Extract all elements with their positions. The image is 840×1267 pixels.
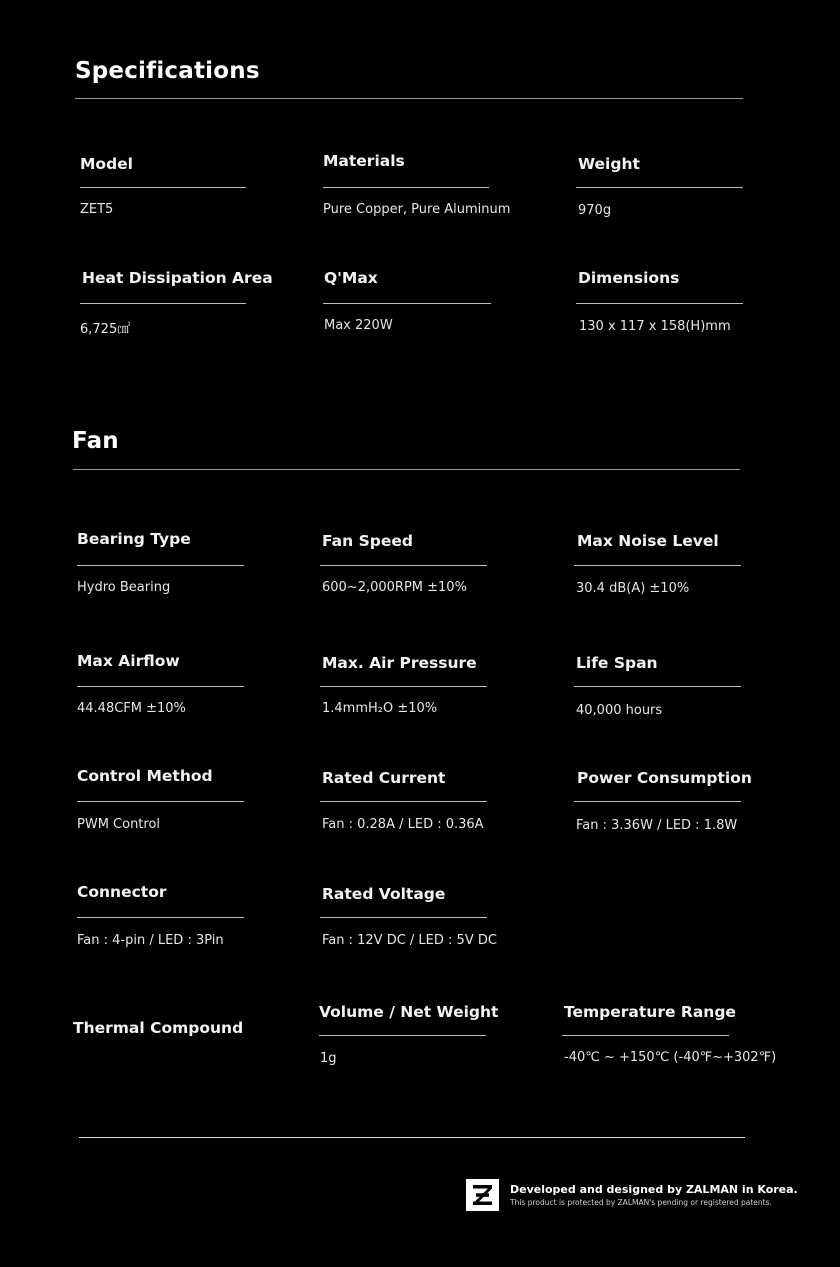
spec-underline-qmax [323,303,491,304]
spec-value-materials: Pure Copper, Pure Aluminum [323,202,511,217]
fan-label-noise: Max Noise Level [577,532,719,550]
fan-label-power: Power Consumption [577,769,752,787]
fan-underline-connector [77,917,244,918]
fan-underline-speed [320,565,487,566]
fan-value-pressure: 1.4mmH₂O ±10% [322,701,438,716]
fan-value-voltage: Fan : 12V DC / LED : 5V DC [322,933,497,948]
footer-divider [79,1137,745,1138]
fan-label-current: Rated Current [322,769,446,787]
fan-value-control: PWM Control [77,817,161,832]
fan-underline-airflow [77,686,244,687]
spec-label-dimensions: Dimensions [578,269,680,287]
fan-underline-power [574,801,741,802]
thermal-label-temperature: Temperature Range [564,1003,736,1021]
spec-underline-materials [323,187,489,188]
spec-label-model: Model [80,155,133,173]
fan-underline-noise [574,565,741,566]
spec-label-heat-area: Heat Dissipation Area [82,269,273,287]
fan-value-airflow: 44.48CFM ±10% [77,701,186,716]
fan-label-pressure: Max. Air Pressure [322,654,477,672]
fan-value-noise: 30.4 dB(A) ±10% [576,581,690,596]
fan-value-bearing: Hydro Bearing [77,580,171,595]
fan-underline-voltage [320,917,487,918]
fan-label-lifespan: Life Span [576,654,658,672]
specifications-divider [75,98,743,99]
fan-underline-lifespan [574,686,741,687]
thermal-label-volume: Volume / Net Weight [319,1003,499,1021]
fan-underline-bearing [77,565,244,566]
fan-label-connector: Connector [77,883,167,901]
fan-underline-control [77,801,244,802]
fan-title: Fan [72,428,119,454]
fan-divider [73,469,740,470]
thermal-underline-volume [319,1035,486,1036]
spec-value-qmax: Max 220W [324,318,393,333]
spec-underline-weight [576,187,743,188]
spec-underline-dimensions [576,303,743,304]
fan-label-control: Control Method [77,767,213,785]
thermal-underline-temperature [562,1035,729,1036]
fan-label-voltage: Rated Voltage [322,885,446,903]
fan-value-lifespan: 40,000 hours [576,703,663,718]
fan-label-speed: Fan Speed [322,532,413,550]
fan-value-current: Fan : 0.28A / LED : 0.36A [322,817,484,832]
spec-underline-model [80,187,246,188]
fan-value-speed: 600~2,000RPM ±10% [322,580,467,595]
fan-value-power: Fan : 3.36W / LED : 1.8W [576,818,738,833]
fan-underline-current [320,801,487,802]
fan-underline-pressure [320,686,487,687]
spec-label-materials: Materials [323,152,405,170]
spec-label-qmax: Q'Max [324,269,378,287]
spec-underline-heat-area [80,303,246,304]
spec-value-heat-area: 6,725㎠ [80,322,131,337]
spec-value-weight: 970g [578,203,612,218]
specifications-title: Specifications [75,58,260,84]
fan-value-connector: Fan : 4-pin / LED : 3Pin [77,933,224,948]
spec-label-weight: Weight [578,155,640,173]
spec-value-dimensions: 130 x 117 x 158(H)mm [579,319,731,334]
spec-value-model: ZET5 [80,202,114,217]
zalman-z-logo-icon [466,1179,499,1211]
footer-line2: This product is protected by ZALMAN's pending or registered patents. [510,1198,772,1207]
fan-label-bearing: Bearing Type [77,530,191,548]
thermal-value-volume: 1g [320,1051,337,1066]
thermal-compound-title: Thermal Compound [73,1019,244,1037]
footer-line1: Developed and designed by ZALMAN in Korea. [510,1183,798,1196]
thermal-value-temperature: -40℃ ~ +150℃ (-40℉~+302℉) [564,1050,777,1065]
fan-label-airflow: Max Airflow [77,652,180,670]
